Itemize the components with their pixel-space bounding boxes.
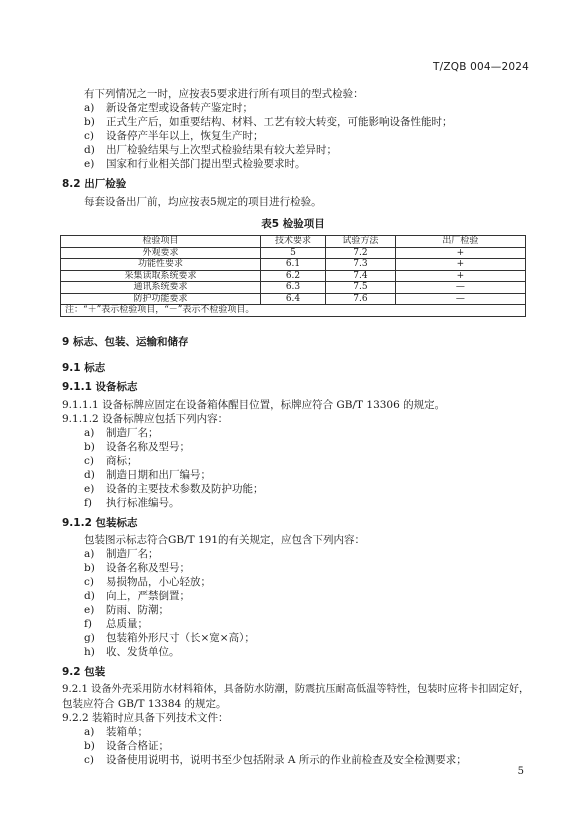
list-text: 包装箱外形尺寸（长×宽×高）； xyxy=(106,632,255,644)
page-number: 5 xyxy=(517,766,524,777)
list-item xyxy=(84,468,211,482)
list-item xyxy=(84,753,467,767)
paragraph: 每套设备出厂前，均应按表5规定的项目进行检验。 xyxy=(84,196,322,208)
section-heading-8-2: 8.2 出厂检验 xyxy=(62,178,127,190)
list-item xyxy=(84,115,453,129)
table-row xyxy=(61,282,526,294)
list-text: 执行标准编号。 xyxy=(106,497,180,509)
table-cell: 采集读取系统要求 xyxy=(61,270,261,282)
document-code: T/ZQB 004—2024 xyxy=(432,61,529,73)
list-text: 制造厂名； xyxy=(106,548,159,560)
table-cell: 7.5 xyxy=(326,282,396,294)
table-row xyxy=(61,270,526,282)
list-item xyxy=(84,561,190,575)
table-row xyxy=(61,247,526,259)
list-text: 新设备定型或设备转产鉴定时； xyxy=(106,102,253,114)
list-label: f) xyxy=(84,618,92,630)
table-cell: 6.1 xyxy=(260,259,325,271)
list-label: c) xyxy=(84,455,94,467)
list-item xyxy=(84,617,148,631)
list-item xyxy=(84,129,264,143)
list-label: d) xyxy=(84,469,95,481)
list-item xyxy=(84,101,253,115)
list-item xyxy=(84,631,255,645)
list-item xyxy=(84,482,264,496)
list-label: b) xyxy=(84,116,95,128)
list-text: 易损物品，小心轻放； xyxy=(106,576,211,588)
table-cell: 防护功能要求 xyxy=(61,293,261,305)
list-text: 向上，严禁倒置； xyxy=(106,590,190,602)
table-cell: 功能性要求 xyxy=(61,259,261,271)
list-item xyxy=(84,645,180,659)
list-label: a) xyxy=(84,102,95,114)
list-text: 设备的主要技术参数及防护功能； xyxy=(106,483,264,495)
list-item xyxy=(84,426,159,440)
paragraph: 9.1.1.2 设备标牌应包括下列内容： xyxy=(62,413,229,425)
table-cell: 7.6 xyxy=(326,293,396,305)
table-cell: 外观要求 xyxy=(61,247,261,259)
table-cell: 7.3 xyxy=(326,259,396,271)
section-heading-9-1-1: 9.1.1 设备标志 xyxy=(62,381,138,393)
list-text: 装箱单； xyxy=(106,726,148,738)
list-label: g) xyxy=(84,632,95,644)
table-header-cell: 试验方法 xyxy=(326,236,396,248)
list-item xyxy=(84,575,211,589)
list-label: c) xyxy=(84,130,94,142)
list-text: 设备合格证； xyxy=(106,740,169,752)
table-header-row xyxy=(61,236,526,248)
list-item xyxy=(84,143,337,157)
table-cell: 通讯系统要求 xyxy=(61,282,261,294)
table-row xyxy=(61,293,526,305)
list-label: b) xyxy=(84,562,95,574)
type-test-intro: 有下列情况之一时，应按表5要求进行所有项目的型式检验： xyxy=(84,88,364,100)
list-item xyxy=(84,440,190,454)
list-item xyxy=(84,603,169,617)
list-label: d) xyxy=(84,144,95,156)
table-note: 注：“＋”表示检验项目，“－”表示不检验项目。 xyxy=(61,305,526,317)
list-text: 设备名称及型号； xyxy=(106,441,190,453)
paragraph-continuation: 包装应符合 GB/T 13384 的规定。 xyxy=(62,698,227,710)
list-label: e) xyxy=(84,604,95,616)
section-heading-9-1: 9.1 标志 xyxy=(62,362,106,374)
list-text: 正式生产后，如重要结构、材料、工艺有较大转变，可能影响设备性能时； xyxy=(106,116,453,128)
paragraph: 9.2.1 设备外壳采用防水材料箱体，具备防水防潮，防震抗压耐高低温等特性，包装时应将卡扣固定好， xyxy=(62,684,530,695)
list-label: f) xyxy=(84,497,92,509)
table-cell: + xyxy=(395,247,525,259)
paragraph: 9.2.2 装箱时应具备下列技术文件： xyxy=(62,712,229,724)
list-text: 设备停产半年以上，恢复生产时； xyxy=(106,130,264,142)
list-label: a) xyxy=(84,726,95,738)
table-cell: 6.2 xyxy=(260,270,325,282)
list-text: 制造厂名； xyxy=(106,427,159,439)
table-note-row xyxy=(61,305,526,317)
list-item xyxy=(84,547,159,561)
list-label: d) xyxy=(84,590,95,602)
list-label: b) xyxy=(84,740,95,752)
list-item xyxy=(84,454,138,468)
list-text: 防雨、防潮； xyxy=(106,604,169,616)
list-label: a) xyxy=(84,427,95,439)
table-cell: 5 xyxy=(260,247,325,259)
list-item xyxy=(84,739,169,753)
inspection-table xyxy=(60,235,526,317)
list-label: h) xyxy=(84,646,95,658)
list-label: e) xyxy=(84,483,95,495)
list-item xyxy=(84,157,306,171)
paragraph: 9.1.1.1 设备标牌应固定在设备箱体醒目位置，标牌应符合 GB/T 13306 的规定。 xyxy=(62,399,446,411)
table-title: 表5 检验项目 xyxy=(261,218,325,230)
table-row xyxy=(61,259,526,271)
section-heading-9-1-2: 9.1.2 包装标志 xyxy=(62,517,138,529)
table-header-cell: 检验项目 xyxy=(61,236,261,248)
table-cell: — xyxy=(395,282,525,294)
list-text: 收、发货单位。 xyxy=(106,646,180,658)
list-label: c) xyxy=(84,754,94,766)
table-header-cell: 出厂检验 xyxy=(395,236,525,248)
table-cell: 7.2 xyxy=(326,247,396,259)
list-text: 商标； xyxy=(106,455,138,467)
list-text: 制造日期和出厂编号； xyxy=(106,469,211,481)
table-cell: + xyxy=(395,270,525,282)
list-label: e) xyxy=(84,158,95,170)
list-text: 出厂检验结果与上次型式检验结果有较大差异时； xyxy=(106,144,337,156)
list-text: 设备名称及型号； xyxy=(106,562,190,574)
list-text: 设备使用说明书，说明书至少包括附录 A 所示的作业前检查及安全检测要求； xyxy=(106,754,467,766)
list-item xyxy=(84,725,148,739)
table-cell: 7.4 xyxy=(326,270,396,282)
table-cell: 6.4 xyxy=(260,293,325,305)
section-heading-9: 9 标志、包装、运输和储存 xyxy=(62,336,189,348)
table-cell: — xyxy=(395,293,525,305)
list-text: 总质量； xyxy=(106,618,148,630)
list-label: c) xyxy=(84,576,94,588)
list-label: a) xyxy=(84,548,95,560)
table-header-cell: 技术要求 xyxy=(260,236,325,248)
list-text: 国家和行业相关部门提出型式检验要求时。 xyxy=(106,158,306,170)
paragraph: 包装图示标志符合GB/T 191的有关规定，应包含下列内容： xyxy=(84,534,366,546)
section-heading-9-2: 9.2 包装 xyxy=(62,666,106,678)
list-label: b) xyxy=(84,441,95,453)
list-item xyxy=(84,496,180,510)
list-item xyxy=(84,589,190,603)
table-cell: + xyxy=(395,259,525,271)
table-cell: 6.3 xyxy=(260,282,325,294)
